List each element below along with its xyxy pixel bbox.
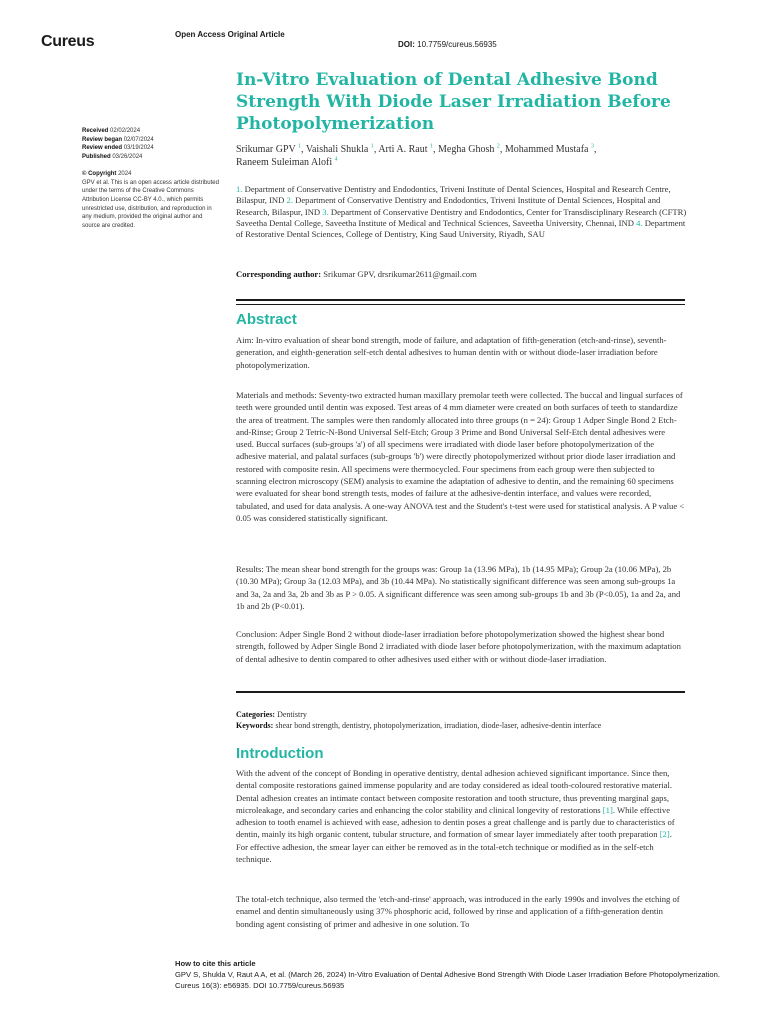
published-date: 03/26/2024	[112, 154, 143, 161]
doi-value[interactable]: 10.7759/cureus.56935	[417, 40, 497, 49]
review-ended-label: Review ended	[82, 145, 123, 152]
how-to-cite	[175, 959, 735, 991]
review-began-date: 02/07/2024	[123, 136, 154, 143]
author-name[interactable]: Vaishali Shukla	[305, 144, 369, 155]
review-ended-row	[82, 144, 222, 153]
affiliation-number: 3.	[322, 206, 329, 217]
author-affiliation-sup: 2	[496, 143, 500, 150]
introduction-paragraph-2: The total-etch technique, also termed the 'etch-and-rinse' approach, was introduced in the early 1990s and involves the etching of enamel and dentin simultaneously using 37% phosphoric acid, followed by rinse and application of a fifth-generation dentin bonding agent consisting of primer and adhesive in one solution. To	[236, 894, 680, 929]
introduction-heading: Introduction	[236, 745, 324, 762]
intro-text: With the advent of the concept of Bonding in operative dentistry, dental adhesion achieved significant importance. Since then, dental composite restorations gained immense popularity and are today considered as ideal tooth-coloured restorative material. Dental adhesion creates an intimate contact between composite restoration and tooth structure, thus preventing marginal gaps, microleakage, and secondary caries and enhancing the color stability and clinical longevity of restorations	[236, 768, 672, 815]
license-text: GPV et al. This is an open access article distributed under the terms of the Creative Commons Attribution License CC-BY 4.0., which permits unrestricted use, distribution, and reproduction in any medium, provided the original author and source are credited.	[82, 179, 219, 230]
cureus-logo[interactable]: Cureus	[41, 33, 95, 50]
categories-value[interactable]: Dentistry	[277, 710, 307, 719]
copyright-year: 2024	[118, 170, 132, 177]
keywords-value: shear bond strength, dentistry, photopolymerization, irradiation, diode-laser, adhesive-dentin interface	[275, 721, 602, 730]
affiliation-number: 1.	[236, 184, 243, 194]
keywords-row	[236, 720, 685, 731]
abstract-aim: Aim: In-vitro evaluation of shear bond strength, mode of failure, and adaptation of fifth-generation (etch-and-rinse), seventh-generation, and eighth-generation self-etch dental adhesives to human dentin with or without diode-laser irradiation before photopolymerization.	[236, 335, 667, 370]
categories-label: Categories:	[236, 710, 276, 719]
author-name[interactable]: Mohammed Mustafa	[504, 144, 589, 155]
review-began-label: Review began	[82, 136, 123, 143]
copyright-row	[82, 170, 222, 179]
affiliations	[236, 184, 691, 240]
doi-line	[398, 40, 497, 49]
introduction-paragraph-1	[236, 767, 685, 865]
affiliation-number: 4.	[636, 217, 643, 228]
author-affiliation-sup: 1	[298, 143, 302, 150]
keywords-label: Keywords:	[236, 721, 274, 730]
author-list: Srikumar GPV $^1$, Vaishali Shukla $^1$, Arti A. Raut $^1$, Megha Ghosh $^2$, Mohammed Mustafa $^3$, Raneem Suleiman Alofi $^4$	[236, 143, 597, 168]
article-type-label: Open Access Original Article	[175, 30, 285, 39]
affiliation-text: Department of Conservative Dentistry and Endodontics, Triveni Institute of Dental Sciences, Hospital and Research Centre, Bilaspur, IND	[236, 184, 671, 206]
affiliation-text: Department of Conservative Dentistry and Endodontics, Triveni Institute of Dental Sciences, Hospital and Research, Bilaspur, IND	[236, 195, 661, 217]
abstract-conclusion: Conclusion: Adper Single Bond 2 without diode-laser irradiation before photopolymerization showed the highest shear bond strength, followed by Adper Single Bond 2 irradiated with diode laser before photopolymerization, with the maximum adaptation of dental adhesive to dentin compared to other adhesives used either with or without diode-laser irradiation.	[236, 629, 681, 664]
author-affiliation-sup: 1	[430, 143, 433, 150]
abstract-results: Results: The mean shear bond strength for the groups was: Group 1a (13.96 MPa), 1b (14.95 MPa); Group 2a (10.06 MPa), 2b (10.30 MPa); Group 3a (12.03 MPa), and 3b (10.44 MPa). No statistically significant difference was seen among sub-groups 1a and 3a, 2a and 3a, 2b and 3b as P > 0.05. A significant difference was seen among sub-groups 1b and 3b (P<0.05), 1a and 2a, and 1b and 2b (P<0.01).	[236, 564, 681, 611]
abstract-methods: Materials and methods: Seventy-two extracted human maxillary premolar teeth were collected. The buccal and lingual surfaces of teeth were grounded until dentin was exposed. Test areas of 4 mm diameter were created on both surfaces of teeth to standardize the area of treatment. The samples were then randomly allocated into three groups (n = 24): Group 1 Adper Single Bond 2 Etch-and-Rinse; Group 2 Tetric-N-Bond Universal Self-Etch; Group 3 Prime and Bond Universal Self-Etch dental adhesives were used. Buccal surfaces (sub-groups 'a') of all specimens were irradiated with diode laser before photopolymerization of the adhesive material, and palatal surfaces (sub-groups 'b') were directly photopolymerized without prior diode laser irradiation and restored with composite resin. All specimens were thermocycled. Four specimens from each group were then subjected to scanning electron microscopy (SEM) analysis to examine the adaptation of adhesive to dentin, and the remaining 60 specimens were evaluated for shear bond strength tests, modes of failure at the adhesive-dentin interface, and values were recorded, tabulated, and used for data analysis. A one-way ANOVA test and the Student's t-test were used for statistical analysis. A P value < 0.05 was considered statistically significant.	[236, 390, 685, 523]
citation-link[interactable]: [2]	[659, 829, 670, 840]
received-label: Received	[82, 128, 109, 134]
author-affiliation-sup: 4	[334, 156, 338, 163]
author-affiliation-sup: 3	[590, 143, 594, 150]
article-history-sidebar	[82, 127, 222, 231]
affiliation-number: 2.	[286, 195, 293, 206]
intro-text: . While effective adhesion to tooth enamel is achieved with ease, adhesion to dentin poses a great challenge and is partly due to characteristics of dentin, mainly its high organic content, tubular structure, and formation of smear layer immediately after tooth preparation	[236, 804, 675, 840]
author-name[interactable]: Raneem Suleiman Alofi	[236, 157, 333, 168]
published-label: Published	[82, 154, 111, 161]
received-date: 02/02/2024	[110, 128, 141, 134]
section-divider	[236, 691, 685, 693]
author-name[interactable]: Megha Ghosh	[438, 144, 495, 155]
published-row	[82, 153, 222, 162]
intro-text: . For effective adhesion, the smear layer can either be removed as in the total-etch technique or modified as in the self-etch technique.	[236, 829, 672, 865]
doi-label: DOI:	[398, 40, 415, 49]
section-divider	[236, 299, 685, 301]
author-name[interactable]: Srikumar GPV	[236, 144, 296, 155]
abstract-heading: Abstract	[236, 311, 297, 328]
how-to-cite-text: GPV S, Shukla V, Raut A A, et al. (March 26, 2024) In-Vitro Evaluation of Dental Adhesive Bond Strength With Diode Laser Irradiation Before Photopolymerization. Cureus 16(3): e56935. DOI 10.7759/cureus.56935	[175, 969, 720, 990]
corresponding-author	[236, 269, 686, 279]
author-name[interactable]: Arti A. Raut	[378, 144, 428, 155]
categories-row	[236, 709, 685, 720]
how-to-cite-label: How to cite this article	[175, 959, 256, 968]
affiliation-text: Department of Restorative Dental Sciences, College of Dentistry, King Saud University, Riyadh, SAU	[236, 217, 686, 240]
corresponding-value[interactable]: Srikumar GPV, drsrikumar2611@gmail.com	[323, 269, 477, 279]
categories-keywords	[236, 709, 685, 731]
section-divider	[236, 304, 685, 305]
review-began-row	[82, 136, 222, 145]
copyright-label: © Copyright	[82, 170, 117, 177]
citation-link[interactable]: [1]	[602, 804, 613, 815]
review-ended-date: 03/19/2024	[123, 145, 154, 152]
affiliation-text: Department of Conservative Dentistry and Endodontics, Center for Transdisciplinary Research (CFTR) Saveetha Dental College, Saveetha Institute of Medical and Technical Sciences, Saveetha University, Chennai, IND	[236, 206, 687, 228]
article-title: In-Vitro Evaluation of Dental Adhesive Bond Strength With Diode Laser Irradiation Before Photopolymerization	[236, 70, 671, 134]
corresponding-label: Corresponding author:	[236, 269, 322, 279]
author-affiliation-sup: 1	[370, 143, 374, 150]
received-row	[82, 127, 222, 136]
